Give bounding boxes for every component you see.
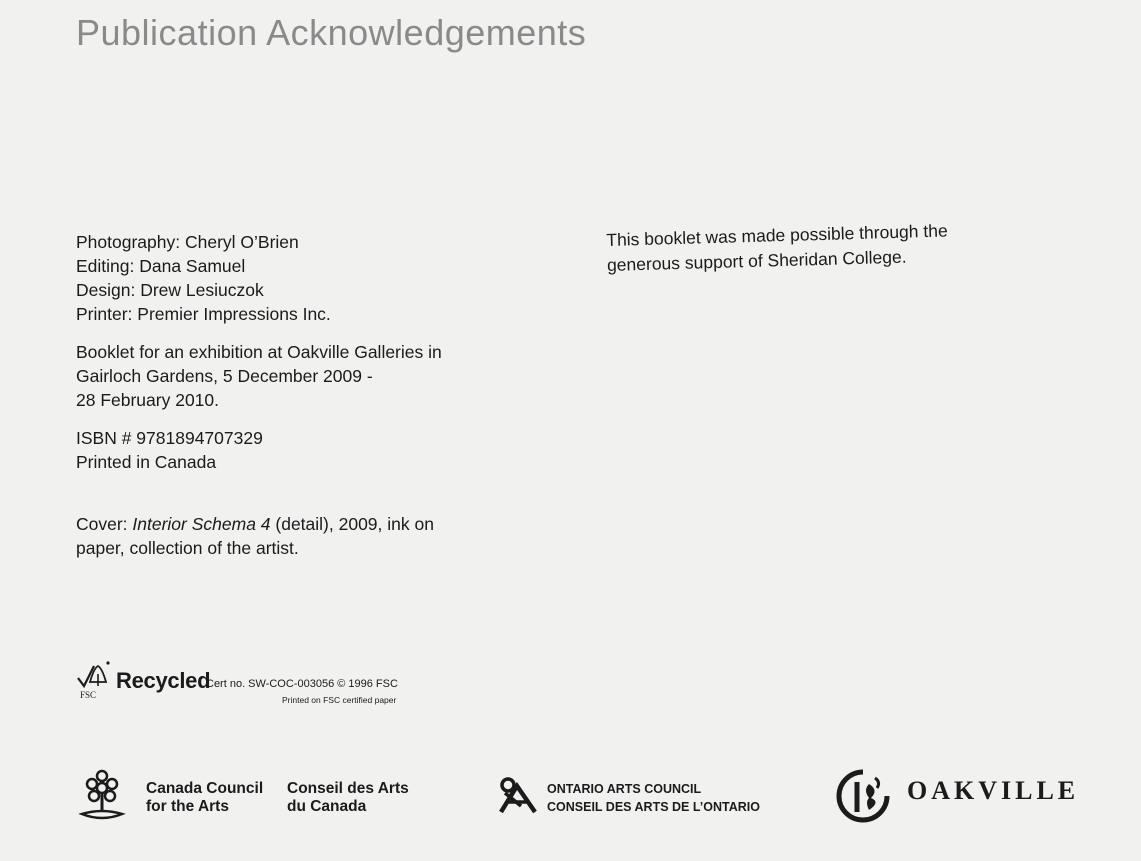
canada-council-en	[146, 780, 263, 816]
sponsor-logos	[0, 760, 1141, 830]
printed-in: Printed in Canada	[76, 452, 217, 472]
cover-line-1-rest: (detail), 2009, ink on	[270, 514, 434, 534]
support-line-1: This booklet was made possible through the	[606, 220, 948, 250]
fsc-recycled-mark	[76, 660, 436, 710]
ontario-arts-council-icon	[497, 776, 539, 816]
oac-line-2: CONSEIL DES ARTS DE L’ONTARIO	[547, 800, 760, 814]
oac-line-1: ONTARIO ARTS COUNCIL	[547, 782, 702, 796]
ontario-arts-council-text	[547, 780, 760, 816]
editing-credit: Editing: Dana Samuel	[76, 256, 246, 276]
fsc-cert-number: Cert no. SW-COC-003056 © 1996 FSC	[206, 678, 398, 690]
exhibition-line-3: 28 February 2010.	[76, 390, 220, 410]
canada-council-en-line-1: Canada Council	[146, 780, 264, 797]
fsc-printed-note: Printed on FSC certified paper	[282, 695, 397, 705]
exhibition-line-1: Booklet for an exhibition at Oakville Galleries in	[76, 342, 442, 362]
canada-council-fr-line-1: Conseil des Arts	[287, 780, 409, 797]
oakville-wordmark: OAKVILLE	[907, 776, 1080, 805]
isbn-number: ISBN # 9781894707329	[76, 428, 263, 448]
canada-council-en-line-2: for the Arts	[146, 798, 229, 815]
support-note	[606, 218, 949, 278]
isbn-block	[76, 426, 442, 474]
fsc-recycled-label: Recycled	[116, 668, 211, 693]
printer-credit: Printer: Premier Impressions Inc.	[76, 304, 331, 324]
cover-line-2: paper, collection of the artist.	[76, 538, 299, 558]
canada-council-fr	[287, 780, 409, 816]
photography-credit: Photography: Cheryl O’Brien	[76, 232, 299, 252]
fsc-logo-label: FSC	[80, 690, 97, 700]
credits-block	[76, 230, 442, 560]
cover-prefix: Cover:	[76, 514, 133, 534]
exhibition-line-2: Gairloch Gardens, 5 December 2009 -	[76, 366, 373, 386]
support-line-2: generous support of Sheridan College.	[606, 246, 907, 275]
cover-line-1	[76, 512, 442, 536]
cover-caption	[76, 512, 442, 560]
page-title: Publication Acknowledgements	[76, 12, 587, 53]
canada-council-fr-line-2: du Canada	[287, 798, 367, 815]
exhibition-note	[76, 340, 442, 412]
cover-work-title: Interior Schema 4	[132, 514, 271, 534]
canada-council-tree-icon	[78, 768, 126, 822]
design-credit: Design: Drew Lesiuczok	[76, 280, 264, 300]
oakville-leaf-icon	[835, 768, 891, 824]
